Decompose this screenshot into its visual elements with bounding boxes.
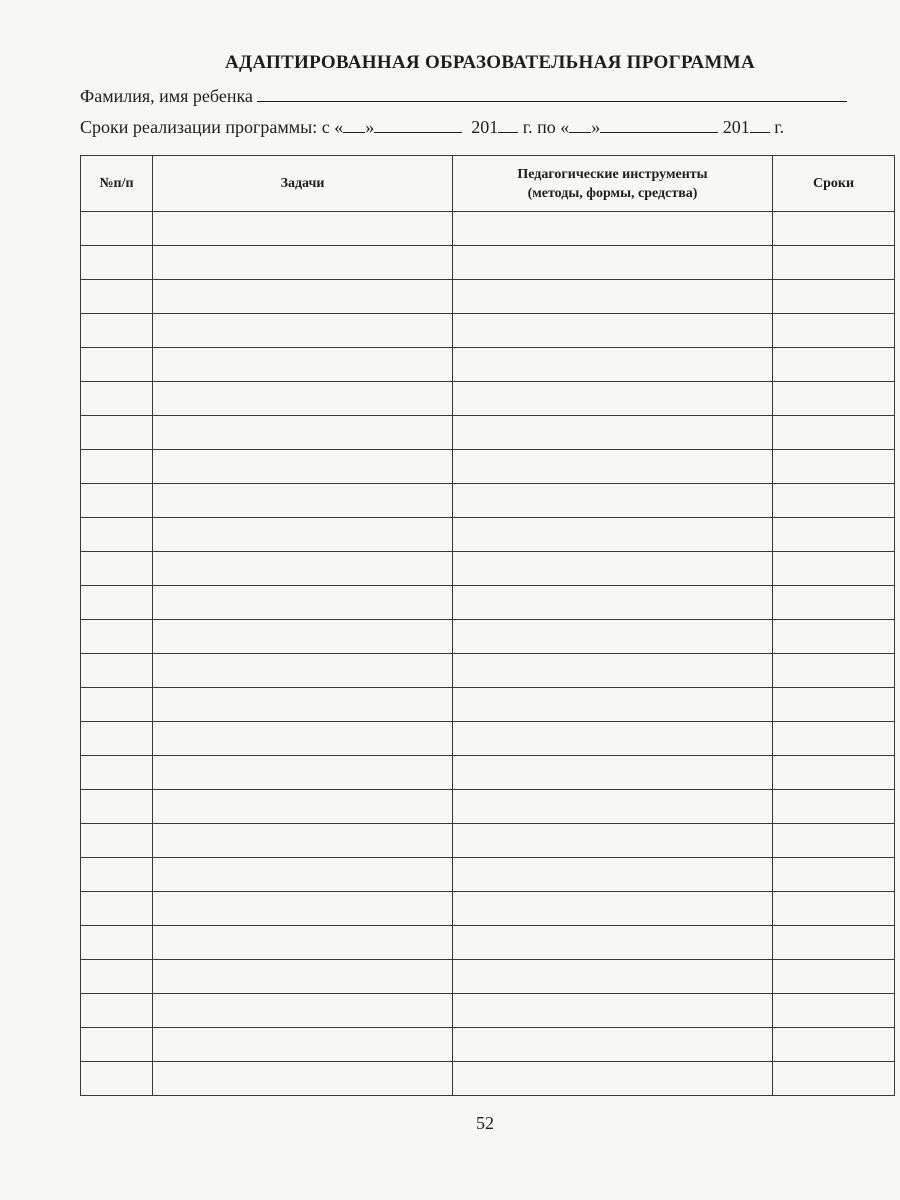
row-number-cell[interactable] xyxy=(81,926,153,960)
table-row xyxy=(81,688,895,722)
instrument-cell[interactable] xyxy=(453,382,773,416)
row-number-cell[interactable] xyxy=(81,654,153,688)
task-cell[interactable] xyxy=(153,756,453,790)
row-number-cell[interactable] xyxy=(81,858,153,892)
end-day-blank[interactable] xyxy=(569,116,591,133)
start-day-blank[interactable] xyxy=(343,116,365,133)
deadline-cell[interactable] xyxy=(773,824,895,858)
page-title: АДАПТИРОВАННАЯ ОБРАЗОВАТЕЛЬНАЯ ПРОГРАММА xyxy=(225,52,755,73)
table-row xyxy=(81,314,895,348)
task-cell[interactable] xyxy=(153,790,453,824)
instrument-cell[interactable] xyxy=(453,994,773,1028)
row-number-cell[interactable] xyxy=(81,280,153,314)
period-quote-close-2: » xyxy=(591,117,601,137)
table-row xyxy=(81,280,895,314)
table-row xyxy=(81,1062,895,1096)
deadline-cell[interactable] xyxy=(773,722,895,756)
table-row xyxy=(81,246,895,280)
row-number-cell[interactable] xyxy=(81,518,153,552)
table-body xyxy=(81,212,895,1096)
table-row xyxy=(81,892,895,926)
instrument-cell[interactable] xyxy=(453,858,773,892)
instrument-cell[interactable] xyxy=(453,314,773,348)
task-cell[interactable] xyxy=(153,450,453,484)
instrument-cell[interactable] xyxy=(453,484,773,518)
instrument-cell[interactable] xyxy=(453,586,773,620)
row-number-cell[interactable] xyxy=(81,348,153,382)
row-number-cell[interactable] xyxy=(81,586,153,620)
row-number-cell[interactable] xyxy=(81,892,153,926)
child-name-blank[interactable] xyxy=(257,85,847,102)
header-instruments: Педагогические инструменты (методы, формы, средства) xyxy=(453,156,773,212)
table-row xyxy=(81,348,895,382)
page-number: 52 xyxy=(476,1113,494,1133)
table-row xyxy=(81,586,895,620)
row-number-cell[interactable] xyxy=(81,688,153,722)
deadline-cell[interactable] xyxy=(773,654,895,688)
table-row xyxy=(81,926,895,960)
task-cell[interactable] xyxy=(153,1062,453,1096)
instrument-cell[interactable] xyxy=(453,280,773,314)
table-row xyxy=(81,484,895,518)
start-year-prefix: 201 xyxy=(471,117,499,137)
instrument-cell[interactable] xyxy=(453,926,773,960)
table-row xyxy=(81,858,895,892)
deadline-cell[interactable] xyxy=(773,586,895,620)
instrument-cell[interactable] xyxy=(453,620,773,654)
end-year-prefix: 201 xyxy=(722,117,750,137)
program-period-line xyxy=(80,116,784,138)
row-number-cell[interactable] xyxy=(81,620,153,654)
row-number-cell[interactable] xyxy=(81,314,153,348)
deadline-cell[interactable] xyxy=(773,246,895,280)
table-row xyxy=(81,416,895,450)
instrument-cell[interactable] xyxy=(453,824,773,858)
instrument-cell[interactable] xyxy=(453,552,773,586)
row-number-cell[interactable] xyxy=(81,246,153,280)
row-number-cell[interactable] xyxy=(81,756,153,790)
instrument-cell[interactable] xyxy=(453,688,773,722)
table-row xyxy=(81,790,895,824)
instrument-cell[interactable] xyxy=(453,212,773,246)
task-cell[interactable] xyxy=(153,416,453,450)
task-cell[interactable] xyxy=(153,654,453,688)
deadline-cell[interactable] xyxy=(773,314,895,348)
table-row xyxy=(81,450,895,484)
deadline-cell[interactable] xyxy=(773,620,895,654)
task-cell[interactable] xyxy=(153,688,453,722)
row-number-cell[interactable] xyxy=(81,790,153,824)
instrument-cell[interactable] xyxy=(453,1028,773,1062)
header-deadlines: Сроки xyxy=(773,156,895,212)
instrument-cell[interactable] xyxy=(453,790,773,824)
end-year-blank[interactable] xyxy=(750,116,770,133)
start-year-blank[interactable] xyxy=(498,116,518,133)
deadline-cell[interactable] xyxy=(773,790,895,824)
task-cell[interactable] xyxy=(153,518,453,552)
task-cell[interactable] xyxy=(153,858,453,892)
instrument-cell[interactable] xyxy=(453,348,773,382)
start-month-blank[interactable] xyxy=(374,116,462,133)
deadline-cell[interactable] xyxy=(773,960,895,994)
end-month-blank[interactable] xyxy=(600,116,718,133)
task-cell[interactable] xyxy=(153,892,453,926)
instrument-cell[interactable] xyxy=(453,416,773,450)
deadline-cell[interactable] xyxy=(773,484,895,518)
deadline-cell[interactable] xyxy=(773,756,895,790)
task-cell[interactable] xyxy=(153,314,453,348)
row-number-cell[interactable] xyxy=(81,450,153,484)
program-table xyxy=(80,155,895,1096)
task-cell[interactable] xyxy=(153,926,453,960)
deadline-cell[interactable] xyxy=(773,552,895,586)
period-suffix: г. xyxy=(769,117,785,137)
instrument-cell[interactable] xyxy=(453,1062,773,1096)
period-quote-close: » xyxy=(365,117,375,137)
table-row xyxy=(81,1028,895,1062)
row-number-cell[interactable] xyxy=(81,960,153,994)
instrument-cell[interactable] xyxy=(453,756,773,790)
row-number-cell[interactable] xyxy=(81,484,153,518)
table-row xyxy=(81,620,895,654)
table-row xyxy=(81,960,895,994)
row-number-cell[interactable] xyxy=(81,1062,153,1096)
instrument-cell[interactable] xyxy=(453,450,773,484)
deadline-cell[interactable] xyxy=(773,688,895,722)
task-cell[interactable] xyxy=(153,246,453,280)
deadline-cell[interactable] xyxy=(773,858,895,892)
task-cell[interactable] xyxy=(153,824,453,858)
task-cell[interactable] xyxy=(153,484,453,518)
row-number-cell[interactable] xyxy=(81,552,153,586)
task-cell[interactable] xyxy=(153,348,453,382)
deadline-cell[interactable] xyxy=(773,212,895,246)
deadline-cell[interactable] xyxy=(773,892,895,926)
table-row xyxy=(81,518,895,552)
table-row xyxy=(81,722,895,756)
table-row xyxy=(81,382,895,416)
child-name-label: Фамилия, имя ребенка xyxy=(80,86,253,106)
task-cell[interactable] xyxy=(153,620,453,654)
row-number-cell[interactable] xyxy=(81,382,153,416)
row-number-cell[interactable] xyxy=(81,212,153,246)
deadline-cell[interactable] xyxy=(773,416,895,450)
task-cell[interactable] xyxy=(153,586,453,620)
deadline-cell[interactable] xyxy=(773,450,895,484)
table-row xyxy=(81,756,895,790)
table-row xyxy=(81,552,895,586)
row-number-cell[interactable] xyxy=(81,994,153,1028)
deadline-cell[interactable] xyxy=(773,518,895,552)
period-prefix: Сроки реализации программы: с « xyxy=(80,117,344,137)
period-mid: г. по « xyxy=(518,117,570,137)
task-cell[interactable] xyxy=(153,994,453,1028)
row-number-cell[interactable] xyxy=(81,824,153,858)
task-cell[interactable] xyxy=(153,722,453,756)
deadline-cell[interactable] xyxy=(773,926,895,960)
instrument-cell[interactable] xyxy=(453,722,773,756)
instrument-cell[interactable] xyxy=(453,654,773,688)
task-cell[interactable] xyxy=(153,280,453,314)
task-cell[interactable] xyxy=(153,382,453,416)
table-header-row xyxy=(81,156,895,212)
instrument-cell[interactable] xyxy=(453,246,773,280)
task-cell[interactable] xyxy=(153,960,453,994)
task-cell[interactable] xyxy=(153,1028,453,1062)
deadline-cell[interactable] xyxy=(773,348,895,382)
header-tasks: Задачи xyxy=(153,156,453,212)
deadline-cell[interactable] xyxy=(773,382,895,416)
child-name-line xyxy=(80,85,847,107)
task-cell[interactable] xyxy=(153,212,453,246)
header-number: №п/п xyxy=(81,156,153,212)
deadline-cell[interactable] xyxy=(773,1062,895,1096)
deadline-cell[interactable] xyxy=(773,994,895,1028)
instrument-cell[interactable] xyxy=(453,518,773,552)
task-cell[interactable] xyxy=(153,552,453,586)
table-row xyxy=(81,212,895,246)
row-number-cell[interactable] xyxy=(81,1028,153,1062)
table-row xyxy=(81,824,895,858)
deadline-cell[interactable] xyxy=(773,1028,895,1062)
deadline-cell[interactable] xyxy=(773,280,895,314)
instrument-cell[interactable] xyxy=(453,960,773,994)
table-row xyxy=(81,654,895,688)
table-row xyxy=(81,994,895,1028)
row-number-cell[interactable] xyxy=(81,722,153,756)
row-number-cell[interactable] xyxy=(81,416,153,450)
instrument-cell[interactable] xyxy=(453,892,773,926)
